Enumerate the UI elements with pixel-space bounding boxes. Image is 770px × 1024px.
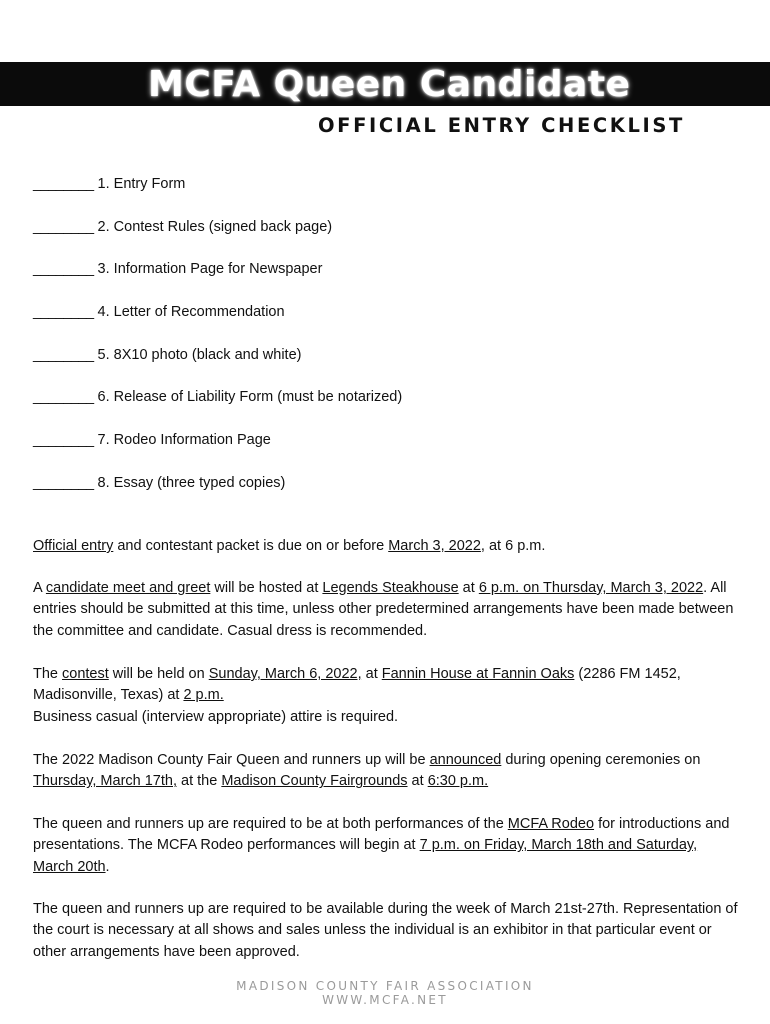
- deadline-text-end: , at 6 p.m.: [480, 538, 546, 554]
- checklist-item-label: 6. Release of Liability Form (must be notarized): [97, 389, 403, 406]
- banner-title: MCFA Queen Candidate: [148, 64, 631, 105]
- page-subtitle: OFFICIAL ENTRY CHECKLIST: [318, 114, 685, 137]
- check-blank: ________: [33, 432, 94, 449]
- contest-text: (2286 FM 1452, Madisonville, Texas) at: [33, 666, 681, 704]
- announcement-text: during opening ceremonies on: [501, 752, 701, 768]
- check-blank: ________: [33, 346, 94, 363]
- announcement-paragraph: [33, 750, 738, 793]
- meet-greet-text: A: [33, 580, 46, 596]
- checklist-item-label: 4. Letter of Recommendation: [97, 304, 285, 321]
- contest-text: at: [361, 666, 382, 682]
- check-blank: ________: [33, 474, 94, 491]
- check-blank: ________: [33, 389, 94, 406]
- official-entry-link[interactable]: Official entry: [33, 538, 114, 554]
- checklist-item: [33, 473, 733, 493]
- rodeo-text: for introductions and presentations. The MCFA Rodeo performances will begin at: [33, 816, 730, 854]
- rodeo-link[interactable]: MCFA Rodeo: [507, 816, 595, 832]
- rodeo-time-link[interactable]: 7 p.m. on Friday, March 18th and Saturday, March 20th: [33, 837, 698, 875]
- venue-link[interactable]: Fannin House at Fannin Oaks: [381, 666, 575, 682]
- attire-text: Business casual (interview appropriate) attire is required.: [33, 708, 399, 725]
- checklist-item-label: 7. Rodeo Information Page: [97, 432, 271, 449]
- rodeo-text: The queen and runners up are required to be at both performances of the: [33, 816, 508, 832]
- check-blank: ________: [33, 304, 94, 321]
- fairgrounds-link[interactable]: Madison County Fairgrounds: [221, 773, 408, 790]
- contest-text: will be held on: [108, 666, 209, 682]
- meet-greet-text: . All entries should be submitted at this time, unless other predetermined arrangements have been made between the committee and candidate. Casual dress is recommended.: [33, 580, 734, 639]
- footer-url[interactable]: WWW.MCFA.NET: [322, 993, 448, 1007]
- contest-paragraph: [33, 664, 738, 728]
- deadline-text: and contestant packet is due on or before: [113, 538, 389, 554]
- checklist-item: [33, 259, 733, 279]
- entry-checklist: [33, 174, 733, 516]
- checklist-item-label: 8. Essay (three typed copies): [97, 474, 286, 491]
- announcement-text: at the: [177, 773, 222, 790]
- steakhouse-link[interactable]: Legends Steakhouse: [322, 580, 459, 596]
- checklist-item-label: 5. 8X10 photo (black and white): [97, 346, 302, 363]
- checklist-item: [33, 345, 733, 365]
- announcement-time-link[interactable]: 6:30 p.m.: [427, 773, 489, 790]
- contest-date-link[interactable]: Sunday, March 6, 2022,: [208, 666, 362, 682]
- meet-greet-text: at: [458, 580, 479, 596]
- checklist-item: [33, 174, 733, 194]
- check-blank: ________: [33, 218, 94, 235]
- checklist-item: [33, 217, 733, 237]
- announced-link[interactable]: announced: [429, 752, 502, 768]
- contest-text: The: [33, 666, 63, 682]
- checklist-item-label: 3. Information Page for Newspaper: [97, 261, 323, 278]
- checklist-item-label: 1. Entry Form: [97, 176, 186, 192]
- checklist-item: [33, 430, 733, 450]
- checklist-item: [33, 302, 733, 322]
- contest-link[interactable]: contest: [62, 666, 109, 682]
- meet-greet-paragraph: [33, 578, 738, 642]
- announcement-text: at: [407, 773, 428, 790]
- availability-paragraph: The queen and runners up are required to be available during the week of March 21st-27th. Representation of the court is necessary at all shows and sales unless the individual is an exhibitor in that particular event or other arrangements have been approved.: [33, 901, 738, 960]
- deadline-date-link[interactable]: March 3, 2022: [388, 538, 481, 554]
- check-blank: ________: [33, 261, 94, 278]
- footer-org-name: MADISON COUNTY FAIR ASSOCIATION: [236, 979, 534, 993]
- meet-greet-text: will be hosted at: [210, 580, 323, 596]
- checklist-item-label: 2. Contest Rules (signed back page): [97, 218, 333, 235]
- meet-greet-link[interactable]: candidate meet and greet: [45, 580, 211, 596]
- announcement-date-link[interactable]: Thursday, March 17th,: [33, 773, 177, 790]
- announcement-text: The 2022 Madison County Fair Queen and runners up will be: [33, 752, 430, 768]
- rodeo-paragraph: [33, 814, 738, 878]
- meet-greet-time-link[interactable]: 6 p.m. on Thursday, March 3, 2022: [478, 580, 704, 596]
- rodeo-text: .: [105, 858, 110, 875]
- contest-time-link[interactable]: 2 p.m.: [183, 687, 224, 704]
- checklist-item: [33, 387, 733, 407]
- deadline-paragraph: [33, 536, 738, 557]
- check-blank: ________: [33, 176, 94, 192]
